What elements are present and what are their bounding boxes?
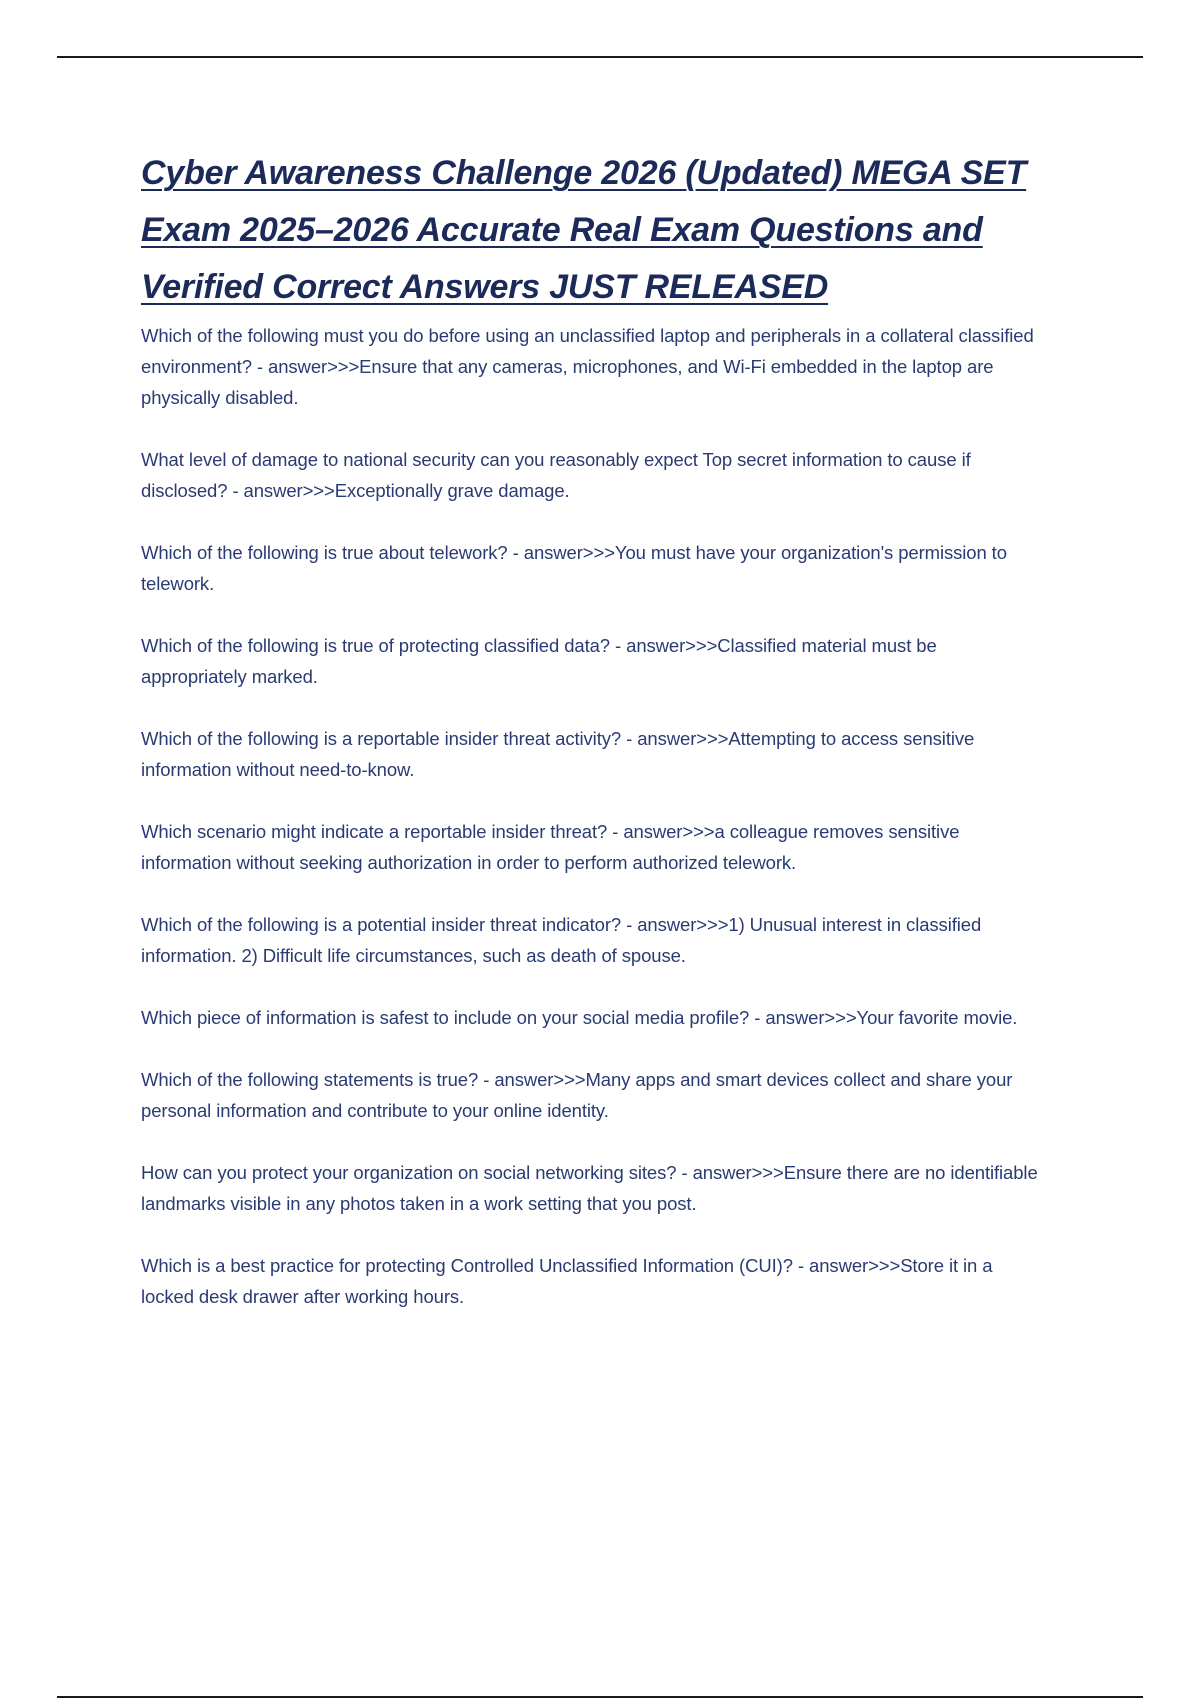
qa-item-11: Which is a best practice for protecting Controlled Unclassified Information (CUI)? - answer>>>Store it in a locked desk drawer after working hours.	[141, 1255, 993, 1307]
question-answer-list	[141, 320, 1041, 1312]
qa-item-9: Which of the following statements is true? - answer>>>Many apps and smart devices collect and share your personal information and contribute to your online identity.	[141, 1069, 1013, 1121]
qa-item-5: Which of the following is a reportable insider threat activity? - answer>>>Attempting to access sensitive information without need-to-know.	[141, 728, 975, 780]
qa-item-6: Which scenario might indicate a reportable insider threat? - answer>>>a colleague removes sensitive information without seeking authorization in order to perform authorized telework.	[141, 821, 960, 873]
qa-item-2: What level of damage to national security can you reasonably expect Top secret information to cause if disclosed? - answer>>>Exceptionally grave damage.	[141, 449, 971, 501]
qa-item-10: How can you protect your organization on social networking sites? - answer>>>Ensure there are no identifiable landmarks visible in any photos taken in a work setting that you post.	[141, 1162, 1038, 1214]
document-body	[141, 145, 1041, 1343]
header-rule	[57, 56, 1143, 58]
qa-item-4: Which of the following is true of protecting classified data? - answer>>>Classified material must be appropriately marked.	[141, 635, 937, 687]
qa-item-3: Which of the following is true about telework? - answer>>>You must have your organization's permission to telework.	[141, 542, 1007, 594]
footer-rule	[57, 1696, 1143, 1698]
qa-item-1: Which of the following must you do before using an unclassified laptop and peripherals in a collateral classified environment? - answer>>>Ensure that any cameras, microphones, and Wi-Fi embedded in the laptop are physically disabled.	[141, 325, 1034, 408]
document-title: Cyber Awareness Challenge 2026 (Updated) MEGA SET Exam 2025–2026 Accurate Real Exam Questions and Verified Correct Answers JUST RELEASED	[141, 154, 1027, 306]
qa-item-8: Which piece of information is safest to include on your social media profile? - answer>>>Your favorite movie.	[141, 1007, 1018, 1028]
qa-item-7: Which of the following is a potential insider threat indicator? - answer>>>1) Unusual interest in classified information. 2) Difficult life circumstances, such as death of spouse.	[141, 914, 982, 966]
